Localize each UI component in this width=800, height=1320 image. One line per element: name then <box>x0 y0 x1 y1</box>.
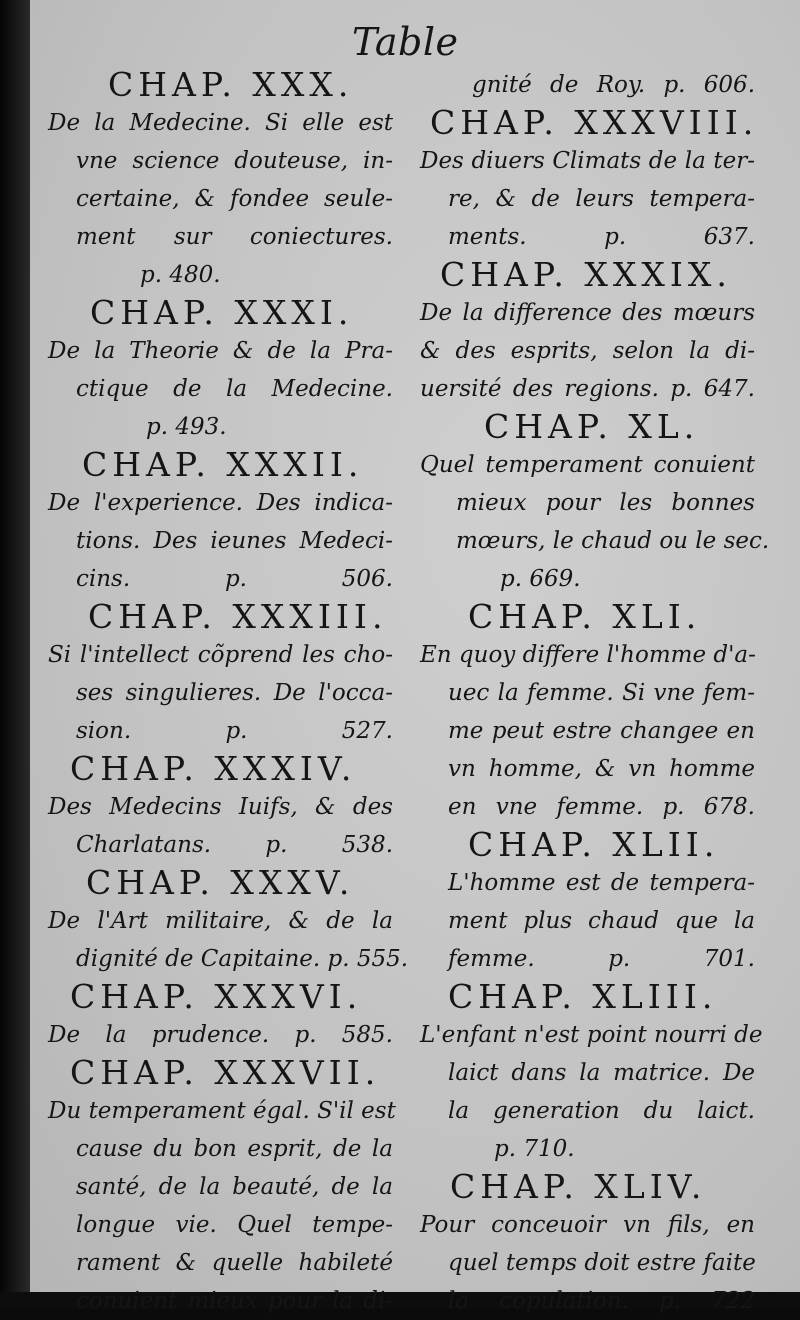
entry-line: conuient mieux pour la di- <box>76 1288 393 1314</box>
chapter-heading: CHAP. XXXVI. <box>70 977 363 1016</box>
entry-line: laict dans la matrice. De <box>448 1060 755 1086</box>
entry-line: Des diuers Climats de la ter- <box>420 148 755 174</box>
entry-line: De la prudence. p. 585. <box>48 1022 393 1048</box>
page-gutter-shadow <box>0 0 30 1309</box>
chapter-heading: CHAP. XLII. <box>468 825 720 864</box>
entry-line: mieux pour les bonnes <box>456 490 755 516</box>
chapter-heading: CHAP. XXX. <box>108 65 354 104</box>
entry-line: p. 669. <box>500 566 581 592</box>
entry-line: Pour conceuoir vn fils, en <box>420 1212 755 1238</box>
chapter-heading: CHAP. XXXVII. <box>70 1053 381 1092</box>
entry-line: De la difference des mœurs <box>420 300 755 326</box>
entry-line: p. 493. <box>146 414 227 440</box>
entry-line: De la Theorie & de la Pra- <box>48 338 393 364</box>
entry-line: la generation du laict. <box>448 1098 755 1124</box>
entry-line: sion. p. 527. <box>76 718 393 744</box>
entry-line: me peut estre changee en <box>448 718 755 744</box>
entry-line: uec la femme. Si vne fem- <box>448 680 755 706</box>
entry-line: Si l'intellect cõprend les cho- <box>48 642 393 668</box>
entry-line: santé, de la beauté, de la <box>76 1174 393 1200</box>
entry-line: Charlatans. p. 538. <box>76 832 393 858</box>
entry-line: Quel temperament conuient <box>420 452 755 478</box>
chapter-heading: CHAP. XLI. <box>468 597 702 636</box>
entry-line: De l'experience. Des indica- <box>48 490 393 516</box>
entry-line: & des esprits, selon la di- <box>420 338 755 364</box>
entry-line: vne science douteuse, in- <box>76 148 393 174</box>
entry-line: cause du bon esprit, de la <box>76 1136 393 1162</box>
entry-line: re, & de leurs tempera- <box>448 186 755 212</box>
entry-line: vn homme, & vn homme <box>448 756 755 782</box>
chapter-heading: CHAP. XXXIV. <box>70 749 357 788</box>
entry-line: uersité des regions. p. 647. <box>420 376 755 402</box>
chapter-heading: CHAP. XXXV. <box>86 863 355 902</box>
chapter-heading: CHAP. XXXIII. <box>88 597 388 636</box>
entry-line: De l'Art militaire, & de la <box>48 908 393 934</box>
entry-line: certaine, & fondee seule- <box>76 186 393 212</box>
right-column <box>420 66 770 1320</box>
entry-line: L'enfant n'est point nourri de <box>420 1022 763 1048</box>
entry-line: p. 480. <box>140 262 221 288</box>
entry-line: quel temps doit estre faite <box>448 1250 756 1276</box>
entry-line: en vne femme. p. 678. <box>448 794 755 820</box>
entry-line: rament & quelle habileté <box>76 1250 393 1276</box>
entry-line: ment plus chaud que la <box>448 908 755 934</box>
entry-line: ments. p. 637. <box>448 224 755 250</box>
entry-line: De la Medecine. Si elle est <box>48 110 393 136</box>
entry-line: gnité de Roy. p. 606. <box>472 72 755 98</box>
entry-line: longue vie. Quel tempe- <box>76 1212 393 1238</box>
entry-line: tions. Des ieunes Medeci- <box>76 528 393 554</box>
running-header: Table <box>352 20 459 64</box>
chapter-heading: CHAP. XXXVIII. <box>430 103 759 142</box>
entry-line: Des Medecins Iuifs, & des <box>48 794 393 820</box>
entry-line: En quoy differe l'homme d'a- <box>420 642 756 668</box>
chapter-heading: CHAP. XXXIX. <box>440 255 732 294</box>
left-column <box>48 65 409 1320</box>
entry-line: L'homme est de tempera- <box>448 870 755 896</box>
entry-line: cins. p. 506. <box>76 566 393 592</box>
entry-line: mœurs, le chaud ou le sec. <box>456 528 770 554</box>
entry-line: Du temperament égal. S'il est <box>48 1098 396 1124</box>
entry-line: p. 710. <box>494 1136 575 1162</box>
entry-line: ment sur coniectures. <box>76 224 393 250</box>
entry-line: ses singulieres. De l'occa- <box>76 680 393 706</box>
chapter-heading: CHAP. XL. <box>484 407 700 446</box>
chapter-heading: CHAP. XLIV. <box>450 1167 707 1206</box>
chapter-heading: CHAP. XLIII. <box>448 977 718 1016</box>
entry-line: dignité de Capitaine. p. 555. <box>76 946 409 972</box>
entry-line: femme. p. 701. <box>448 946 755 972</box>
entry-line: ctique de la Medecine. <box>76 376 393 402</box>
chapter-heading: CHAP. XXXII. <box>82 445 364 484</box>
entry-line: la copulation. p. 722 <box>448 1288 755 1314</box>
chapter-heading: CHAP. XXXI. <box>90 293 354 332</box>
